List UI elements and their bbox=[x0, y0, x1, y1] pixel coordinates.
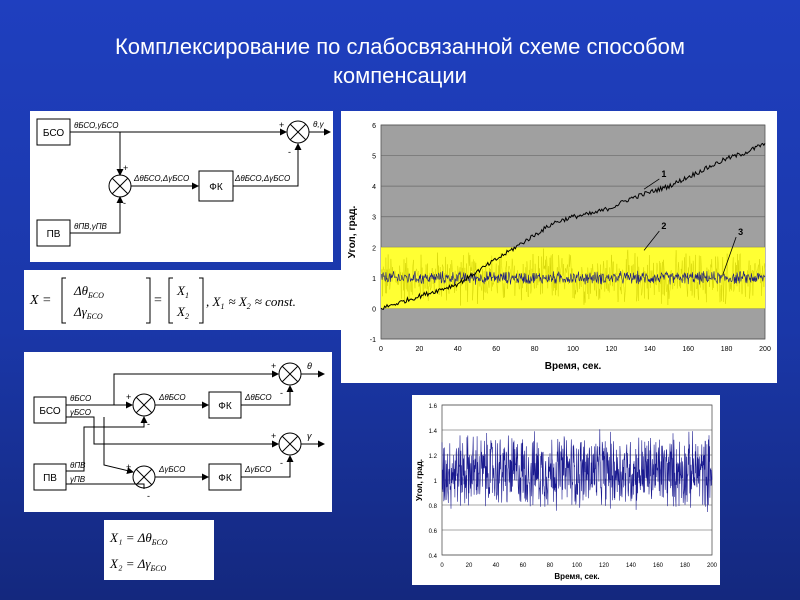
minus-sign: - bbox=[280, 458, 283, 468]
bso-label: БСО bbox=[42, 128, 65, 139]
bso-label: БСО bbox=[39, 406, 61, 417]
output-label: θ,γ bbox=[313, 120, 324, 129]
y-tick-label: 0.8 bbox=[428, 504, 437, 510]
x-tick-label: 60 bbox=[492, 346, 501, 353]
pv-gamma-label: γПВ bbox=[70, 475, 86, 484]
x-tick-label: 180 bbox=[720, 346, 733, 353]
x-tick-label: 200 bbox=[706, 563, 718, 569]
chart-angle-noise bbox=[412, 395, 720, 585]
callout-label: 3 bbox=[738, 227, 744, 238]
est-theta-label: ΔθБСО bbox=[245, 393, 272, 402]
y-tick-label: 1 bbox=[372, 275, 376, 283]
minus-sign: - bbox=[123, 198, 126, 208]
formula-x2: $X_2 = \Delta\gamma_{БСО}$ bbox=[110, 556, 167, 573]
x-axis-label: Время, сек. bbox=[554, 572, 600, 581]
x-tick-label: 40 bbox=[492, 563, 500, 569]
x-tick-label: 140 bbox=[625, 563, 637, 569]
formula-relation: , $X_1 \approx X_2$ ≈ const. bbox=[206, 294, 296, 311]
y-tick-label: 0 bbox=[372, 306, 376, 314]
plus-sign: + bbox=[123, 163, 129, 173]
x-tick-label: 140 bbox=[643, 346, 656, 353]
formula-vector bbox=[24, 270, 342, 330]
fk-label-theta: ФК bbox=[218, 401, 232, 412]
x-tick-label: 100 bbox=[571, 563, 583, 569]
x-tick-label: 80 bbox=[546, 563, 554, 569]
minus-sign: - bbox=[147, 419, 150, 429]
formula-eq: = bbox=[154, 293, 162, 308]
x-tick-label: 20 bbox=[415, 346, 424, 353]
x-tick-label: 120 bbox=[598, 563, 610, 569]
x-tick-label: 200 bbox=[759, 346, 771, 353]
x-tick-label: 120 bbox=[605, 346, 618, 353]
d-gamma-label: ΔγБСО bbox=[159, 465, 186, 474]
x-tick-label: 100 bbox=[567, 346, 579, 353]
pv-label: ПВ bbox=[43, 473, 57, 484]
callout-label: 2 bbox=[661, 220, 667, 231]
out-theta-label: θ bbox=[307, 361, 312, 371]
callout-label: 1 bbox=[661, 168, 667, 179]
y-tick-label: 0.6 bbox=[428, 529, 437, 535]
plus-sign: + bbox=[271, 431, 277, 441]
y-tick-label: 6 bbox=[372, 123, 376, 130]
bottom-signal-label: θПВ,γПВ bbox=[74, 222, 107, 231]
y-tick-label: 2 bbox=[372, 245, 376, 253]
y-tick-label: 1.2 bbox=[428, 454, 437, 460]
bso-theta-label: θБСО bbox=[70, 394, 92, 403]
minus-sign: - bbox=[147, 491, 150, 501]
out-gamma-label: γ bbox=[307, 431, 312, 441]
minus-sign: - bbox=[288, 147, 291, 157]
chart-angle-noise-svg bbox=[412, 395, 720, 585]
y-axis-label: Угол, град. bbox=[415, 458, 424, 502]
plus-sign: + bbox=[126, 462, 132, 472]
plus-sign: + bbox=[271, 361, 277, 371]
x-tick-label: 160 bbox=[652, 563, 664, 569]
y-tick-label: -1 bbox=[369, 337, 376, 344]
x-tick-label: 0 bbox=[379, 346, 383, 353]
x-tick-label: 0 bbox=[440, 563, 444, 569]
vec2-bottom: $X_2$ bbox=[177, 304, 189, 321]
y-tick-label: 1.4 bbox=[428, 429, 437, 435]
vec1-bottom: $\Delta\gamma_{БСО}$ bbox=[74, 304, 103, 321]
x-tick-label: 20 bbox=[465, 563, 473, 569]
minus-sign: - bbox=[280, 388, 283, 398]
y-tick-label: 4 bbox=[372, 184, 376, 192]
title-line-1: Комплексирование по слабосвязанной схеме способом bbox=[114, 34, 686, 59]
x-axis-label: Время, сек. bbox=[544, 361, 602, 372]
est-signal-label: ΔθБСО,ΔγБСО bbox=[235, 174, 291, 183]
x-tick-label: 80 bbox=[530, 346, 539, 353]
y-tick-label: 1 bbox=[433, 479, 437, 485]
top-signal-label: θБСО,γБСО bbox=[74, 121, 119, 130]
formula-components bbox=[104, 520, 214, 580]
slide-title bbox=[40, 32, 760, 90]
y-tick-label: 1.6 bbox=[428, 404, 437, 410]
d-theta-label: ΔθБСО bbox=[159, 393, 186, 402]
x-tick-label: 160 bbox=[682, 346, 695, 353]
formula-x1: $X_1 = \Delta\theta_{БСО}$ bbox=[110, 530, 168, 547]
bso-gamma-label: γБСО bbox=[70, 408, 91, 417]
vec2-top: $X_1$ bbox=[177, 283, 189, 300]
diff-signal-label: ΔθБСО,ΔγБСО bbox=[134, 174, 190, 183]
scheme-diagram-top bbox=[30, 111, 333, 262]
scheme-diagram-bottom bbox=[24, 352, 332, 512]
fk-label-gamma: ФК bbox=[218, 473, 232, 484]
plus-sign: + bbox=[126, 392, 132, 402]
y-axis-label: Угол, град. bbox=[347, 205, 358, 259]
title-line-2: компенсации bbox=[333, 63, 467, 88]
x-tick-label: 60 bbox=[519, 563, 527, 569]
y-tick-label: 3 bbox=[372, 214, 376, 222]
plus-sign: + bbox=[279, 120, 285, 130]
formula-lhs: X = bbox=[30, 293, 52, 308]
fk-label: ФК bbox=[209, 182, 223, 193]
y-tick-label: 5 bbox=[372, 153, 376, 161]
est-gamma-label: ΔγБСО bbox=[245, 465, 272, 474]
y-tick-label: 0.4 bbox=[428, 554, 437, 560]
pv-theta-label: θПВ bbox=[70, 461, 86, 470]
chart-angle-drift bbox=[341, 111, 777, 383]
x-tick-label: 40 bbox=[453, 346, 462, 353]
x-tick-label: 180 bbox=[679, 563, 691, 569]
chart-angle-drift-svg bbox=[341, 111, 777, 383]
vec1-top: $\Delta\theta_{БСО}$ bbox=[74, 283, 104, 300]
pv-label: ПВ bbox=[46, 229, 61, 240]
